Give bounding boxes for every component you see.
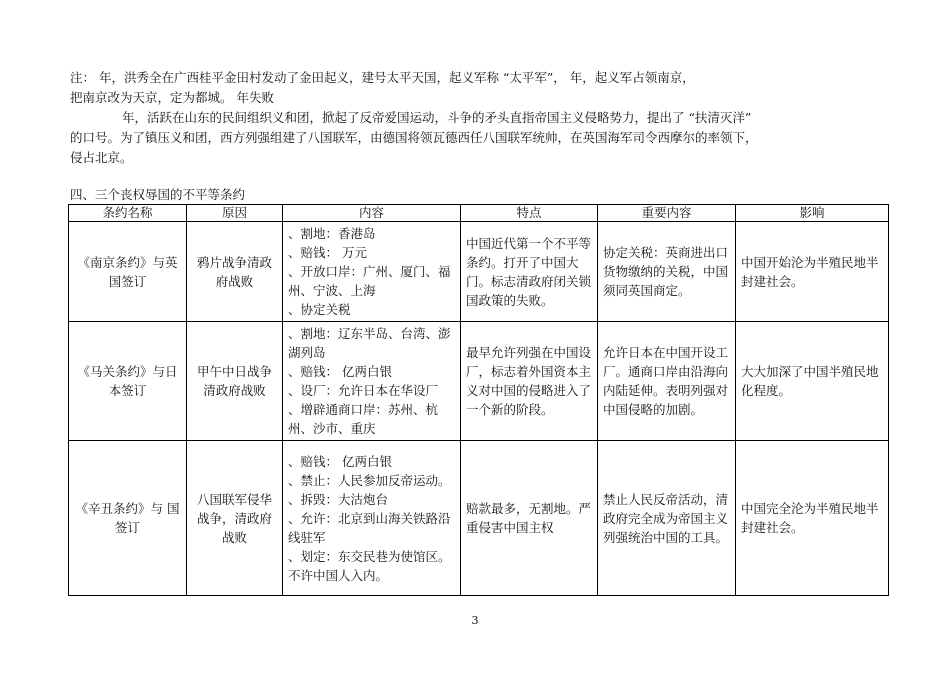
feature-cell: 赔款最多，无割地。严重侵害中国主权 xyxy=(461,441,598,596)
header-cell: 条约名称 xyxy=(69,205,187,222)
content-item: 、开放口岸：广州、厦门、福州、宁波、上海 xyxy=(288,264,451,298)
content-item: 、协定关税 xyxy=(288,302,351,317)
note-line: 年，活跃在山东的民间组织义和团，掀起了反帝爱国运动，斗争的矛头直指帝国主义侵略势力，提出了 “扶清灭洋” xyxy=(122,110,752,125)
cause-cell: 鸦片战争清政府战败 xyxy=(187,222,283,322)
key-content-cell: 允许日本在中国开设工厂。通商口岸由沿海向内陆延伸。表明列强对中国侵略的加剧。 xyxy=(598,322,736,441)
header-cell: 原因 xyxy=(187,205,283,222)
cause-cell: 甲午中日战争清政府战败 xyxy=(187,322,283,441)
feature-cell: 最早允许列强在中国设厂，标志着外国资本主义对中国的侵略进入了一个新的阶段。 xyxy=(461,322,598,441)
feature-cell: 中国近代第一个不平等条约。打开了中国大门。标志清政府闭关锁国政策的失败。 xyxy=(461,222,598,322)
content-item: 、赔钱： 亿两白银 xyxy=(288,364,392,379)
content-item: 、赔钱： 万元 xyxy=(288,245,367,260)
content-cell xyxy=(283,322,461,441)
table-row xyxy=(69,222,889,322)
content-cell xyxy=(283,222,461,322)
header-cell: 内容 xyxy=(283,205,461,222)
impact-cell: 中国开始沦为半殖民地半封建社会。 xyxy=(736,222,889,322)
content-cell xyxy=(283,441,461,596)
table-header-row xyxy=(69,205,889,222)
content-item: 、允许：北京到山海关铁路沿线驻军 xyxy=(288,510,451,545)
treaties-table xyxy=(68,204,889,596)
impact-cell: 大大加深了中国半殖民地化程度。 xyxy=(736,322,889,441)
note-line: 注： 年，洪秀全在广西桂平金田村发动了金田起义，建号太平天国，起义军称 “太平军”， 年，起义军占领南京， xyxy=(70,70,695,85)
content-item: 、赔钱： 亿两白银 xyxy=(288,453,392,469)
key-content-cell: 禁止人民反帝活动，清政府完全成为帝国主义列强统治中国的工具。 xyxy=(598,441,736,596)
content-item: 、增辟通商口岸：苏州、杭州、沙市、重庆 xyxy=(288,402,439,436)
table-row xyxy=(69,322,889,441)
section-title: 四、三个丧权辱国的不平等条约 xyxy=(70,187,246,202)
page-number: 3 xyxy=(471,614,479,627)
content-item: 、割地：辽东半岛、台湾、澎湖列岛 xyxy=(288,326,451,360)
treaty-name-cell: 《南京条约》与英国签订 xyxy=(69,222,187,322)
content-item: 、拆毁：大沽炮台 xyxy=(288,491,389,507)
treaty-name-cell: 《马关条约》与日本签订 xyxy=(69,322,187,441)
key-content-cell: 协定关税：英商进出口货物缴纳的关税，中国须同英国商定。 xyxy=(598,222,736,322)
treaty-name-cell: 《辛丑条约》与 国签订 xyxy=(69,441,187,596)
table-row xyxy=(69,441,889,596)
header-cell: 重要内容 xyxy=(598,205,736,222)
header-cell: 影响 xyxy=(736,205,889,222)
note-line: 的口号。为了镇压义和团，西方列强组建了八国联军，由德国将领瓦德西任八国联军统帅，在英国海军司令西摩尔的率领下， xyxy=(70,130,758,145)
impact-cell: 中国完全沦为半殖民地半封建社会。 xyxy=(736,441,889,596)
header-cell: 特点 xyxy=(461,205,598,222)
content-item: 、割地：香港岛 xyxy=(288,226,376,241)
content-item: 、划定：东交民巷为使馆区。不许中国人入内。 xyxy=(288,548,451,583)
note-line: 侵占北京。 xyxy=(70,150,133,165)
content-item: 、禁止：人民参加反帝运动。 xyxy=(288,472,451,488)
notes-section xyxy=(70,68,885,168)
note-line: 把南京改为天京，定为都城。 年失败 xyxy=(70,90,274,105)
content-item: 、设厂：允许日本在华设厂 xyxy=(288,383,439,398)
cause-cell: 八国联军侵华战争，清政府战败 xyxy=(187,441,283,596)
